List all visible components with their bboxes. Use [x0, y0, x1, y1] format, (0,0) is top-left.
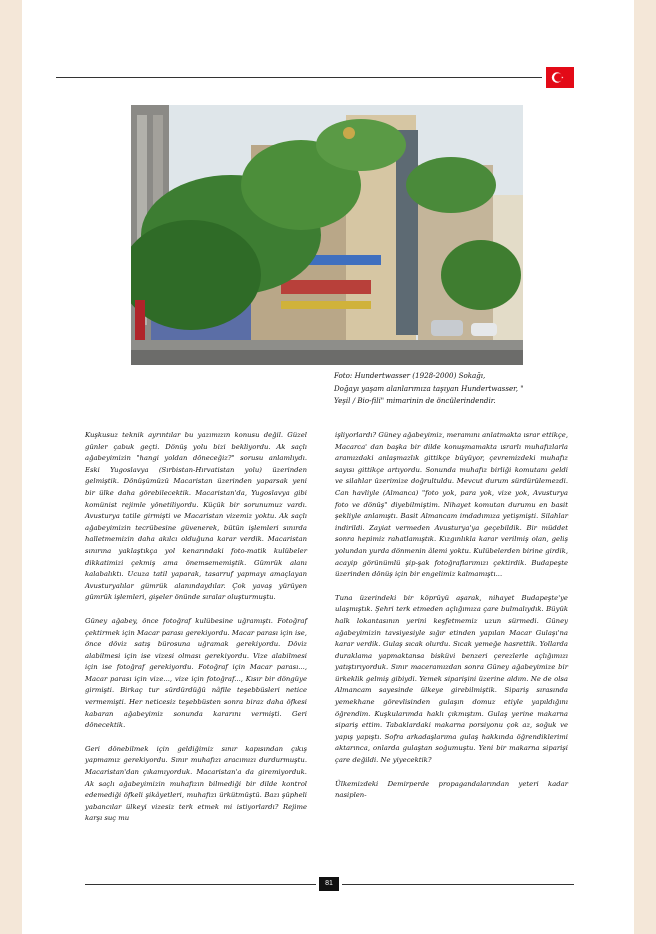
paragraph: Güney ağabey, önce fotoğraf kulübesine uğramıştı. Fotoğraf çektirmek için Macar parası gerekiyordu. Macar parası için ise, önce döviz satış bürosuna uğramak gerekiyordu. Döviz alabilmesi için ise vizesi olması gerekiyordu. Vize alabilmesi için ise fotoğraf gerekiyordu. Fotoğraf için Macar parası..., Macar parası için vize..., vize için fotoğraf..., Kısır bir döngüye girmişti. Birkaç tur sürdürdüğü nâfile teşebbüsleri netice vermemişti. Her neticesiz teşebbüsten sonra biraz daha öfkesi kabaran ağabeyimiz sonunda kararını vermişti. Geri dönecektik. [85, 616, 307, 730]
page-number: 81 [319, 877, 339, 891]
right-text-column [335, 430, 568, 814]
header-rule [56, 77, 542, 78]
magazine-page [22, 0, 634, 934]
turkey-flag-icon [546, 67, 574, 88]
paragraph: işliyorlardı? Güney ağabeyimiz, meramını anlatmakta ısrar ettikçe, Macarca' dan başka bir dilde konuşmamakta ısrarlı muhafızlarla aramızdaki anlaşmazlık gittikçe büyüyor, çevremizdeki muhafız sayısı gittikçe artıyordu. Sonunda muhafız birliği komutanı geldi ve silahlar üzerimize doğrultuldu. Mevcut durum sürdürülemezdi. Can havliyle (Almanca) "foto yok, para yok, vize yok, Avusturya foto ve dönüş" diyebilmiştim. Nihayet komutan durumu en basit şekliyle anlamıştı. Basit Almancam imdadımıza yetişmişti. Silahlar indirildi. Zayiat vermeden Avusturya'ya geçebildik. Bir müddet sonra hepimiz rahatlamıştık. Kızgınlıkla karar verilmiş olan, geliş yolundan yurda dönmenin âlemi yoktu. Kulübelerden birine girdik, acayip görünümlü şip-şak fotoğraflarımızı çektirdik. Budapeşte üzerinden dönüş için bir engelimiz kalmamıştı... [335, 431, 568, 579]
paragraph: Kuşkusuz teknik ayrıntılar bu yazımızın konusu değil. Güzel günler çabuk geçti. Dönüş yolu bizi bekliyordu. Ak saçlı ağabeyimizin "hangi yoldan döneceğiz?" sorusu anlamlıydı. Eski Yugoslavya (Sırbistan-Hırvatistan yolu) üzerinden gelmiştik. Dönüşümüzü Macaristan üzerinden yaparsak yeni bir ülke daha görebilecektik. Macaristan'da, Yugoslavya gibi komünist rejimle yönetiliyordu. Küçük bir sorunumuz vardı. Avusturya tatile girmişti ve Macaristan vizemiz yoktu. Ak saçlı ağabeyimizin tecrübesine güvenerek, bütün işlemleri sınırda halletmemizin daha akılcı olduğuna karar verdik. Macaristan sınırına yaklaştıkça yol kenarındaki foto-matik kulübeler dikkatimizi çekmiş ama önemsememiştik. Gümrük alanı kalabalıktı. Ucuza tatil yaparak, tasarruf yapmayı amaçlayan Avusturyalılar gümrük alanındaydılar. Çok yavaş yürüyen gümrük işlemleri, gişeler önünde sıralar oluşturmuştu. [85, 431, 307, 602]
left-text-column [85, 430, 307, 837]
hundertwasser-house-photo [131, 105, 523, 365]
photo-illustration [131, 105, 523, 365]
footer-rule-right [342, 884, 574, 885]
paragraph: Geri dönebilmek için geldiğimiz sınır kapısından çıkış yapmamız gerekiyordu. Sınır muhafızı aracımızı durdurmuştu. Macaristan'dan çıkamıyorduk. Macaristan'a da giremiyorduk. Ak saçlı ağabeyimizin muhafızın bilmediği bir dilde kontrol edemediği öfkeli şikâyetleri, muhafızı ürkütmüştü. Bazı şüpheli yabancılar ülkeyi vizesiz terk etmek mi istiyorlardı? Rejime karşı suç mu [85, 744, 307, 823]
photo-caption [334, 370, 527, 408]
footer-rule-left [85, 884, 316, 885]
caption-line: Doğayı yaşam alanlarımıza taşıyan Hundertwasser, " [334, 383, 524, 393]
paragraph: Tuna üzerindeki bir köprüyü aşarak, nihayet Budapeşte'ye ulaşmıştık. Şehri terk etmeden açlığımıza çare bulmalıydık. Büyük halk lokantasının yerini keşfetmemiz uzun sürmedi. Güney ağabeyimizin tavsiyesiyle sığır etinden yapılan Macar Gulaşı'na karar verdik. Gulaş sıcak olurdu. Sıcak yemeğe hasrettik. Yollarda duraklama yapmaktansa bisküvi benzeri çerezlerle açlığımızı yatıştırıyorduk. Sınır maceramızdan sonra Güney ağabeyimize bir ürkeklik gelmiş gibiydi. Yemek siparişini üzerine aldım. Ne de olsa Almancam sayesinde ülkeye girebilmiştik. Sipariş sırasında yemekhane görevlisinden gulaşın domuz etiyle yapıldığını öğrendim. Kuşkularımda haklı çıkmıştım. Gulaş yerine makarna sipariş ettim. Tabaklardaki makarna porsiyonu çok az, soğuk ve yapış yapıştı. Sofra arkadaşlarıma gulaş hakkında öğrendiklerimi aktarınca, onlarda gulaştan soğumuştu. Yeni bir makarna siparişi çare değildi. Ne yiyecektik? [335, 593, 568, 765]
flag-graphic [546, 67, 574, 88]
caption-line: Foto: Hundertwasser (1928-2000) Sokağı, [334, 371, 486, 380]
paragraph: Ülkemizdeki Demirperde propagandalarından yeteri kadar nasiplen- [335, 779, 568, 800]
caption-line: Yeşil / Bio-fili" mimarinin de öncülerindendir. [334, 396, 496, 405]
